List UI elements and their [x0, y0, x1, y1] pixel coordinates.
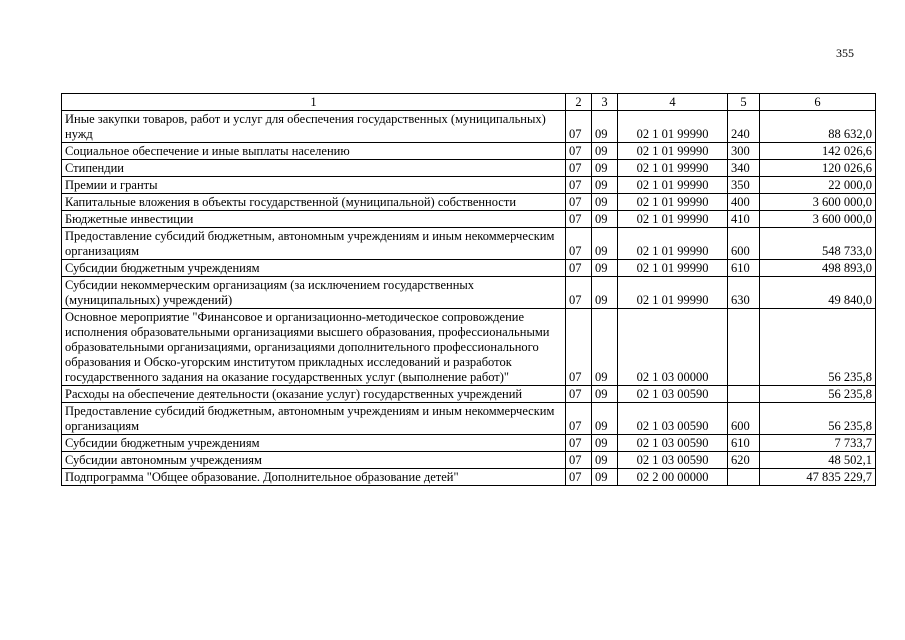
subsection-code-cell: 09 [592, 143, 618, 160]
budget-table [61, 93, 876, 486]
row-name-cell: Социальное обеспечение и иные выплаты населению [62, 143, 566, 160]
table-row [62, 469, 876, 486]
subsection-code-cell: 09 [592, 403, 618, 435]
amount-cell: 3 600 000,0 [760, 194, 876, 211]
subsection-code-cell: 09 [592, 194, 618, 211]
row-name-cell: Субсидии бюджетным учреждениям [62, 435, 566, 452]
row-name-cell: Субсидии бюджетным учреждениям [62, 260, 566, 277]
subsection-code-cell: 09 [592, 111, 618, 143]
expense-type-cell: 600 [728, 228, 760, 260]
row-name-cell: Субсидии автономным учреждениям [62, 452, 566, 469]
header-cell-6: 6 [760, 94, 876, 111]
table-row [62, 194, 876, 211]
amount-cell: 56 235,8 [760, 309, 876, 386]
target-article-cell: 02 1 03 00590 [618, 386, 728, 403]
row-name-cell: Субсидии некоммерческим организациям (за исключением государственных (муниципальных) учреждений) [62, 277, 566, 309]
expense-type-cell [728, 386, 760, 403]
subsection-code-cell: 09 [592, 386, 618, 403]
expense-type-cell: 600 [728, 403, 760, 435]
target-article-cell: 02 1 01 99990 [618, 277, 728, 309]
expense-type-cell: 610 [728, 260, 760, 277]
section-code-cell: 07 [566, 228, 592, 260]
expense-type-cell: 240 [728, 111, 760, 143]
header-cell-3: 3 [592, 94, 618, 111]
table-row [62, 260, 876, 277]
header-cell-5: 5 [728, 94, 760, 111]
amount-cell: 56 235,8 [760, 403, 876, 435]
section-code-cell: 07 [566, 143, 592, 160]
header-cell-4: 4 [618, 94, 728, 111]
section-code-cell: 07 [566, 111, 592, 143]
amount-cell: 88 632,0 [760, 111, 876, 143]
expense-type-cell: 300 [728, 143, 760, 160]
section-code-cell: 07 [566, 435, 592, 452]
table-row [62, 403, 876, 435]
table-row [62, 160, 876, 177]
target-article-cell: 02 1 03 00000 [618, 309, 728, 386]
amount-cell: 48 502,1 [760, 452, 876, 469]
section-code-cell: 07 [566, 260, 592, 277]
section-code-cell: 07 [566, 277, 592, 309]
table-row [62, 111, 876, 143]
header-cell-2: 2 [566, 94, 592, 111]
target-article-cell: 02 1 03 00590 [618, 403, 728, 435]
subsection-code-cell: 09 [592, 211, 618, 228]
row-name-cell: Подпрограмма "Общее образование. Дополнительное образование детей" [62, 469, 566, 486]
header-cell-1: 1 [62, 94, 566, 111]
amount-cell: 3 600 000,0 [760, 211, 876, 228]
amount-cell: 47 835 229,7 [760, 469, 876, 486]
section-code-cell: 07 [566, 309, 592, 386]
section-code-cell: 07 [566, 386, 592, 403]
table-row [62, 143, 876, 160]
section-code-cell: 07 [566, 160, 592, 177]
amount-cell: 49 840,0 [760, 277, 876, 309]
table-row [62, 177, 876, 194]
amount-cell: 56 235,8 [760, 386, 876, 403]
table-row [62, 386, 876, 403]
table-row [62, 277, 876, 309]
target-article-cell: 02 1 01 99990 [618, 211, 728, 228]
table-row [62, 452, 876, 469]
subsection-code-cell: 09 [592, 435, 618, 452]
target-article-cell: 02 2 00 00000 [618, 469, 728, 486]
expense-type-cell [728, 469, 760, 486]
row-name-cell: Бюджетные инвестиции [62, 211, 566, 228]
table-row [62, 435, 876, 452]
expense-type-cell: 410 [728, 211, 760, 228]
subsection-code-cell: 09 [592, 177, 618, 194]
row-name-cell: Капитальные вложения в объекты государственной (муниципальной) собственности [62, 194, 566, 211]
row-name-cell: Стипендии [62, 160, 566, 177]
expense-type-cell [728, 309, 760, 386]
subsection-code-cell: 09 [592, 309, 618, 386]
target-article-cell: 02 1 01 99990 [618, 111, 728, 143]
subsection-code-cell: 09 [592, 469, 618, 486]
amount-cell: 120 026,6 [760, 160, 876, 177]
expense-type-cell: 630 [728, 277, 760, 309]
amount-cell: 142 026,6 [760, 143, 876, 160]
row-name-cell: Премии и гранты [62, 177, 566, 194]
table-header-row [62, 94, 876, 111]
section-code-cell: 07 [566, 452, 592, 469]
section-code-cell: 07 [566, 211, 592, 228]
subsection-code-cell: 09 [592, 277, 618, 309]
page-number: 355 [836, 46, 854, 60]
subsection-code-cell: 09 [592, 160, 618, 177]
target-article-cell: 02 1 03 00590 [618, 452, 728, 469]
target-article-cell: 02 1 01 99990 [618, 228, 728, 260]
expense-type-cell: 350 [728, 177, 760, 194]
target-article-cell: 02 1 03 00590 [618, 435, 728, 452]
amount-cell: 22 000,0 [760, 177, 876, 194]
amount-cell: 7 733,7 [760, 435, 876, 452]
table-row [62, 211, 876, 228]
row-name-cell: Иные закупки товаров, работ и услуг для обеспечения государственных (муниципальных) нужд [62, 111, 566, 143]
row-name-cell: Основное мероприятие "Финансовое и организационно-методическое сопровождение исполнения образовательными организациями высшего образования, профессиональными образовательными организациями, организациями дополнительного профессионального образования и Обско-угорским институтом прикладных исследований и разработок государственного задания на оказание государственных услуг (выполнение работ)" [62, 309, 566, 386]
table-row [62, 309, 876, 386]
row-name-cell: Расходы на обеспечение деятельности (оказание услуг) государственных учреждений [62, 386, 566, 403]
target-article-cell: 02 1 01 99990 [618, 194, 728, 211]
section-code-cell: 07 [566, 403, 592, 435]
target-article-cell: 02 1 01 99990 [618, 177, 728, 194]
target-article-cell: 02 1 01 99990 [618, 260, 728, 277]
table-row [62, 228, 876, 260]
row-name-cell: Предоставление субсидий бюджетным, автономным учреждениям и иным некоммерческим организациям [62, 228, 566, 260]
expense-type-cell: 340 [728, 160, 760, 177]
amount-cell: 548 733,0 [760, 228, 876, 260]
section-code-cell: 07 [566, 469, 592, 486]
section-code-cell: 07 [566, 177, 592, 194]
subsection-code-cell: 09 [592, 228, 618, 260]
expense-type-cell: 610 [728, 435, 760, 452]
subsection-code-cell: 09 [592, 260, 618, 277]
row-name-cell: Предоставление субсидий бюджетным, автономным учреждениям и иным некоммерческим организациям [62, 403, 566, 435]
expense-type-cell: 620 [728, 452, 760, 469]
subsection-code-cell: 09 [592, 452, 618, 469]
amount-cell: 498 893,0 [760, 260, 876, 277]
section-code-cell: 07 [566, 194, 592, 211]
target-article-cell: 02 1 01 99990 [618, 143, 728, 160]
target-article-cell: 02 1 01 99990 [618, 160, 728, 177]
expense-type-cell: 400 [728, 194, 760, 211]
